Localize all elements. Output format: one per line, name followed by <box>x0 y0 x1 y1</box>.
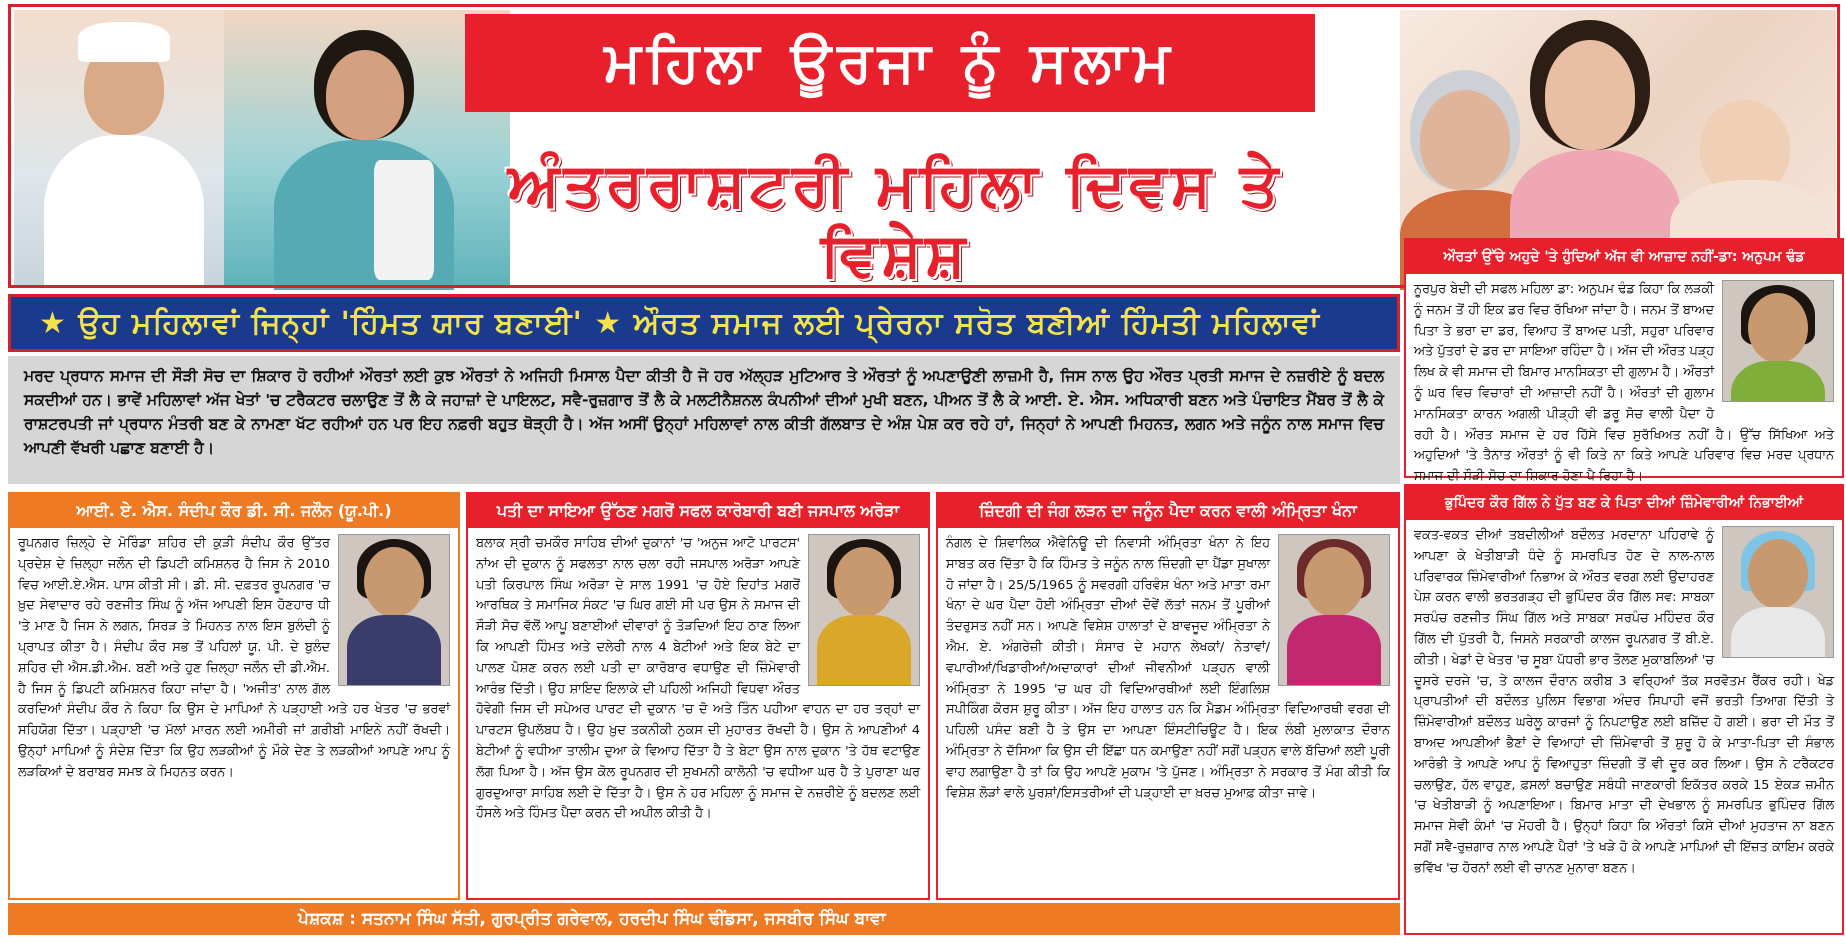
headline-text: ★ ਉਹ ਮਹਿਲਾਵਾਂ ਜਿਨ੍ਹਾਂ 'ਹਿੰਮਤ ਯਾਰ ਬਣਾਈ' ★ ਔਰਤ ਸਮਾਜ ਲਈ ਪ੍ਰੇਰਨਾ ਸਰੋਤ ਬਣੀਆਂ ਹਿੰਮਤੀ ਮਹਿਲਾਵਾਂ <box>39 305 1320 341</box>
intro-paragraph: ਮਰਦ ਪ੍ਰਧਾਨ ਸਮਾਜ ਦੀ ਸੌੜੀ ਸੋਚ ਦਾ ਸ਼ਿਕਾਰ ਹੋ ਰਹੀਆਂ ਔਰਤਾਂ ਲਈ ਕੁਝ ਔਰਤਾਂ ਨੇ ਅਜਿਹੀ ਮਿਸਾਲ ਪੈਦਾ ਕੀਤੀ ਹੈ ਜੋ ਹਰ ਅੱਲ੍ਹੜ ਮੁਟਿਆਰ ਤੇ ਔਰਤਾਂ ਨੂੰ ਅਪਣਾਉਣੀ ਲਾਜ਼ਮੀ ਹੈ, ਜਿਸ ਨਾਲ ਉਹ ਔਰਤ ਪ੍ਰਤੀ ਸਮਾਜ ਦੇ ਨਜ਼ਰੀਏ ਨੂੰ ਬਦਲ ਸਕਦੀਆਂ ਹਨ। ਭਾਵੇਂ ਮਹਿਲਾਵਾਂ ਅੱਜ ਖੇਤਾਂ 'ਚ ਟਰੈਕਟਰ ਚਲਾਉਣ ਤੋਂ ਲੈ ਕੇ ਜਹਾਜ਼ਾਂ ਦੇ ਪਾਇਲਟ, ਸਵੈ-ਰੁਜ਼ਗਾਰ ਤੋਂ ਲੈ ਕੇ ਮਲਟੀਨੈਸ਼ਨਲ ਕੰਪਨੀਆਂ ਦੀਆਂ ਮੁਖੀ ਬਣਨ, ਪੀਅਨ ਤੋਂ ਲੈ ਕੇ ਆਈ. ਏ. ਐਸ. ਅਧਿਕਾਰੀ ਬਣਨ ਅਤੇ ਪੰਚਾਇਤ ਮੈਂਬਰ ਤੋਂ ਲੈ ਕੇ ਰਾਸ਼ਟਰਪਤੀ ਜਾਂ ਪ੍ਰਧਾਨ ਮੰਤਰੀ ਬਣ ਕੇ ਨਾਮਣਾ ਖੱਟ ਰਹੀਆਂ ਹਨ ਪਰ ਇਹ ਨਫ਼ਰੀ ਬਹੁਤ ਥੋੜ੍ਹੀ ਹੈ। ਅੱਜ ਅਸੀਂ ਉਨ੍ਹਾਂ ਮਹਿਲਾਵਾਂ ਨਾਲ ਕੀਤੀ ਗੱਲਬਾਤ ਦੇ ਅੰਸ਼ ਪੇਸ਼ ਕਰ ਰਹੇ ਹਾਂ, ਜਿਨ੍ਹਾਂ ਨੇ ਆਪਣੀ ਮਿਹਨਤ, ਲਗਨ ਅਤੇ ਜਨੂੰਨ ਨਾਲ ਸਮਾਜ ਵਿਚ ਆਪਣੀ ਵੱਖਰੀ ਪਛਾਣ ਬਣਾਈ ਹੈ। <box>8 356 1400 484</box>
headline-bar <box>8 294 1400 352</box>
article-heading: ਭੁਪਿੰਦਰ ਕੌਰ ਗਿੱਲ ਨੇ ਪੁੱਤ ਬਣ ਕੇ ਪਿਤਾ ਦੀਆਂ ਜ਼ਿੰਮੇਵਾਰੀਆਂ ਨਿਭਾਈਆਂ <box>1406 486 1842 520</box>
article-sandeep-kaur <box>8 492 460 900</box>
article-body: ਨੰਗਲ ਦੇ ਸ਼ਿਵਾਲਿਕ ਐਵੇਨਿਊ ਦੀ ਨਿਵਾਸੀ ਅੰਮ੍ਰਿਤਾ ਖੰਨਾ ਨੇ ਇਹ ਸਾਬਤ ਕਰ ਦਿੱਤਾ ਹੈ ਕਿ ਹਿੰਮਤ ਤੇ ਜਨੂੰਨ ਨਾਲ ਜ਼ਿੰਦਗੀ ਦਾ ਪੈਂਡਾ ਸੁਖਾਲਾ ਹੋ ਜਾਂਦਾ ਹੈ। 25/5/1965 ਨੂੰ ਸਵਰਗੀ ਹਰਿਵੰਸ਼ ਖੰਨਾ ਅਤੇ ਮਾਤਾ ਰਮਾ ਖੰਨਾ ਦੇ ਘਰ ਪੈਦਾ ਹੋਈ ਅੰਮ੍ਰਿਤਾ ਦੀਆਂ ਦੋਵੇਂ ਲੱਤਾਂ ਜਨਮ ਤੋਂ ਪੂਰੀਆਂ ਤੰਦਰੁਸਤ ਨਹੀਂ ਸਨ। ਆਪਣੇ ਵਿਸ਼ੇਸ਼ ਹਾਲਾਤਾਂ ਦੇ ਬਾਵਜੂਦ ਅੰਮ੍ਰਿਤਾ ਨੇ ਐਮ. ਏ. ਅੰਗਰੇਜ਼ੀ ਕੀਤੀ। ਸੰਸਾਰ ਦੇ ਮਹਾਨ ਲੇਖਕਾਂ/ ਨੇਤਾਵਾਂ/ ਵਪਾਰੀਆਂ/ਖਿਡਾਰੀਆਂ/ਅਦਾਕਾਰਾਂ ਦੀਆਂ ਜੀਵਨੀਆਂ ਪੜ੍ਹਨ ਵਾਲੀ ਅੰਮ੍ਰਿਤਾ ਨੇ 1995 'ਚ ਘਰ ਹੀ ਵਿਦਿਆਰਥੀਆਂ ਲਈ ਇੰਗਲਿਸ਼ ਸਪੀਕਿੰਗ ਕੋਰਸ ਸ਼ੁਰੂ ਕੀਤਾ। ਅੱਜ ਇਹ ਹਾਲਾਤ ਹਨ ਕਿ ਮੈਡਮ ਅੰਮ੍ਰਿਤਾ ਵਿਦਿਆਰਥੀ ਵਰਗ ਦੀ ਪਹਿਲੀ ਪਸੰਦ ਬਣੀ ਹੈ ਤੇ ਉਸ ਦਾ ਆਪਣਾ ਇੰਸਟੀਚਿਊਟ ਹੈ। ਇਕ ਲੰਬੀ ਮੁਲਾਕਾਤ ਦੌਰਾਨ ਅੰਮ੍ਰਿਤਾ ਨੇ ਦੱਸਿਆ ਕਿ ਉਸ ਦੀ ਇੱਛਾ ਧਨ ਕਮਾਉਣਾ ਨਹੀਂ ਸਗੋਂ ਪੜ੍ਹਨ ਵਾਲੇ ਬੱਚਿਆਂ ਲਈ ਪੂਰੀ ਵਾਹ ਲਗਾਉਣਾ ਹੈ ਤਾਂ ਕਿ ਉਹ ਆਪਣੇ ਮੁਕਾਮ 'ਤੇ ਪੁੱਜਣ। ਅੰਮ੍ਰਿਤਾ ਨੇ ਸਰਕਾਰ ਤੋਂ ਮੰਗ ਕੀਤੀ ਕਿ ਵਿਸ਼ੇਸ਼ ਲੋੜਾਂ ਵਾਲੇ ਪੁਰਸ਼ਾਂ/ਇਸਤਰੀਆਂ ਦੀ ਪੜ੍ਹਾਈ ਦਾ ਖ਼ਰਚ ਮੁਆਫ਼ ਕੀਤਾ ਜਾਵੇ। <box>946 536 1390 801</box>
banner-title: ਮਹਿਲਾ ਊਰਜਾ ਨੂੰ ਸਲਾਮ <box>604 30 1176 95</box>
article-heading: ਜ਼ਿੰਦਗੀ ਦੀ ਜੰਗ ਲੜਨ ਦਾ ਜਨੂੰਨ ਪੈਦਾ ਕਰਨ ਵਾਲੀ ਅੰਮ੍ਰਿਤਾ ਖੰਨਾ <box>938 494 1398 528</box>
article-anupam-dhand <box>1404 238 1844 485</box>
article-bhupinder-gill <box>1404 484 1844 935</box>
article-amrita-khanna <box>936 492 1400 900</box>
article-body: ਵਕਤ-ਵਕਤ ਦੀਆਂ ਤਬਦੀਲੀਆਂ ਬਦੌਲਤ ਮਰਦਾਨਾ ਪਹਿਰਾਵੇ ਨੂੰ ਆਪਣਾ ਕੇ ਖੇਤੀਬਾੜੀ ਧੰਦੇ ਨੂੰ ਸਮਰਪਿਤ ਹੋਣ ਦੇ ਨਾਲ-ਨਾਲ ਪਰਿਵਾਰਕ ਜ਼ਿੰਮੇਵਾਰੀਆਂ ਨਿਭਾਅ ਕੇ ਔਰਤ ਵਰਗ ਲਈ ਉਦਾਹਰਣ ਪੇਸ਼ ਕਰਨ ਵਾਲੀ ਭਰਤਗੜ੍ਹ ਦੀ ਭੁਪਿੰਦਰ ਕੌਰ ਗਿੱਲ ਸਵ: ਸਾਬਕਾ ਸਰਪੰਚ ਰਣਜੀਤ ਸਿੰਘ ਗਿੱਲ ਅਤੇ ਸਾਬਕਾ ਸਰਪੰਚ ਮਹਿੰਦਰ ਕੌਰ ਗਿੱਲ ਦੀ ਪੁੱਤਰੀ ਹੈ, ਜਿਸਨੇ ਸਰਕਾਰੀ ਕਾਲਜ ਰੂਪਨਗਰ ਤੋਂ ਬੀ.ਏ. ਕੀਤੀ। ਖੇਡਾਂ ਦੇ ਖੇਤਰ 'ਚ ਸੂਬਾ ਪੱਧਰੀ ਭਾਰ ਤੋਲਣ ਮੁਕਾਬਲਿਆਂ 'ਚ ਦੂਸਰੇ ਦਰਜੇ 'ਚ, ਤੇ ਕਾਲਜ ਦੌਰਾਨ ਕਰੀਬ 3 ਵਰ੍ਹਿਆਂ ਤੱਕ ਸਰਵੋਤਮ ਰੈਂਕਰ ਰਹੀ। ਖੇਡ ਪ੍ਰਾਪਤੀਆਂ ਦੀ ਬਦੌਲਤ ਪੁਲਿਸ ਵਿਭਾਗ ਅੰਦਰ ਸਿਪਾਹੀ ਵਜੋਂ ਭਰਤੀ ਤਿਆਗ ਦਿੱਤੀ ਤੇ ਜ਼ਿੰਮੇਵਾਰੀਆਂ ਬਦੌਲਤ ਘਰੇਲੂ ਕਾਰਜਾਂ ਨੂੰ ਨਿਪਟਾਉਣ ਲਈ ਬਜ਼ਿੱਦ ਹੋ ਗਈ। ਭਰਾ ਦੀ ਮੌਤ ਤੋਂ ਬਾਅਦ ਆਪਣੀਆਂ ਭੈਣਾਂ ਦੇ ਵਿਆਹਾਂ ਦੀ ਜ਼ਿੰਮੇਵਾਰੀ ਤੋਂ ਸ਼ੁਰੂ ਹੋ ਕੇ ਮਾਤਾ-ਪਿਤਾ ਦੀ ਸੰਭਾਲ ਆਰੰਭੀ ਤੇ ਆਪਣੇ ਆਪ ਨੂੰ ਵਿਆਹੁਤਾ ਜ਼ਿੰਦਗੀ ਤੋਂ ਵੀ ਦੂਰ ਕਰ ਲਿਆ। ਉਸ ਨੇ ਟਰੈਕਟਰ ਚਲਾਉਣ, ਹੱਲ ਵਾਹੁਣ, ਫ਼ਸਲਾਂ ਬਚਾਉਣ ਸਬੰਧੀ ਜਾਣਕਾਰੀ ਇਕੱਤਰ ਕਰਕੇ 15 ਏਕੜ ਜ਼ਮੀਨ 'ਚ ਖੇਤੀਬਾੜੀ ਨੂੰ ਅਪਣਾਇਆ। ਬਿਮਾਰ ਮਾਤਾ ਦੀ ਦੇਖਭਾਲ ਨੂੰ ਸਮਰਪਿਤ ਭੁਪਿੰਦਰ ਗਿੱਲ ਸਮਾਜ ਸੇਵੀ ਕੰਮਾਂ 'ਚ ਮੋਹਰੀ ਹੈ। ਉਨ੍ਹਾਂ ਕਿਹਾ ਕਿ ਔਰਤਾਂ ਕਿਸੇ ਦੀਆਂ ਮੁਹਤਾਜ ਨਾ ਬਣਨ ਸਗੋਂ ਸਵੈ-ਰੁਜ਼ਗਾਰ ਨਾਲ ਆਪਣੇ ਪੈਰਾਂ 'ਤੇ ਖੜੇ ਹੋ ਕੇ ਆਪਣੇ ਮਾਪਿਆਂ ਦੀ ਇੱਜ਼ਤ ਕਾਇਮ ਕਰਕੇ ਭਵਿੱਖ 'ਚ ਹੋਰਨਾਂ ਲਈ ਵੀ ਚਾਨਣ ਮੁਨਾਰਾ ਬਣਨ। <box>1414 528 1834 876</box>
article-body-wrap <box>1406 520 1842 945</box>
portrait-photo <box>1722 526 1834 658</box>
article-body: ਬਲਾਕ ਸ੍ਰੀ ਚਮਕੌਰ ਸਾਹਿਬ ਦੀਆਂ ਦੁਕਾਨਾਂ 'ਚ 'ਅਨੁਜ ਆਟੋ ਪਾਰਟਸ' ਨਾਂਅ ਦੀ ਦੁਕਾਨ ਨੂੰ ਸਫਲਤਾ ਨਾਲ ਚਲਾ ਰਹੀ ਜਸਪਾਲ ਅਰੋੜਾ ਆਪਣੇ ਪਤੀ ਕਿਰਪਾਲ ਸਿੰਘ ਅਰੋੜਾ ਦੇ ਸਾਲ 1991 'ਚ ਹੋਏ ਦਿਹਾਂਤ ਮਗਰੋਂ ਆਰਥਿਕ ਤੇ ਸਮਾਜਿਕ ਸੰਕਟ 'ਚ ਘਿਰ ਗਈ ਸੀ ਪਰ ਉਸ ਨੇ ਸਮਾਜ ਦੀ ਸੌੜੀ ਸੋਚ ਵੱਲੋਂ ਆਪੂ ਬਣਾਈਆਂ ਦੀਵਾਰਾਂ ਨੂੰ ਤੋੜਦਿਆਂ ਇਹ ਠਾਣ ਲਿਆ ਕਿ ਆਪਣੀ ਹਿੰਮਤ ਅਤੇ ਦਲੇਰੀ ਨਾਲ 4 ਬੇਟੀਆਂ ਅਤੇ ਇਕ ਬੇਟੇ ਦਾ ਪਾਲਣ ਪੋਸ਼ਣ ਕਰਨ ਲਈ ਪਤੀ ਦਾ ਕਾਰੋਬਾਰ ਵਧਾਉਣ ਦੀ ਜ਼ਿੰਮੇਵਾਰੀ ਆਰੰਭ ਦਿੱਤੀ। ਉਹ ਸ਼ਾਇਦ ਇਲਾਕੇ ਦੀ ਪਹਿਲੀ ਅਜਿਹੀ ਵਿਧਵਾ ਔਰਤ ਹੋਵੇਗੀ ਜਿਸ ਦੀ ਸਪੇਅਰ ਪਾਰਟ ਦੀ ਦੁਕਾਨ 'ਚ ਦੋ ਅਤੇ ਤਿੰਨ ਪਹੀਆ ਵਾਹਨ ਦਾ ਹਰ ਤਰ੍ਹਾਂ ਦਾ ਪਾਰਟਸ ਉਪਲੱਬਧ ਹੈ। ਉਹ ਖ਼ੁਦ ਤਕਨੀਕੀ ਨੁਕਸ ਦੀ ਮੁਹਾਰਤ ਰੱਖਦੀ ਹੈ। ਉਸ ਨੇ ਆਪਣੀਆਂ 4 ਬੇਟੀਆਂ ਨੂੰ ਵਧੀਆ ਤਾਲੀਮ ਦੁਆ ਕੇ ਵਿਆਹ ਦਿੱਤਾ ਹੈ ਤੇ ਬੇਟਾ ਉਸ ਨਾਲ ਦੁਕਾਨ 'ਤੇ ਹੱਥ ਵਟਾਉਣ ਲੱਗ ਪਿਆ ਹੈ। ਅੱਜ ਉਸ ਕੋਲ ਰੂਪਨਗਰ ਦੀ ਸੁਖਮਨੀ ਕਾਲੋਨੀ 'ਚ ਵਧੀਆ ਘਰ ਹੈ ਤੇ ਪੁਰਾਣਾ ਘਰ ਗੁਰਦੁਆਰਾ ਸਾਹਿਬ ਲਈ ਦੇ ਦਿੱਤਾ ਹੈ। ਉਸ ਨੇ ਹਰ ਮਹਿਲਾ ਨੂੰ ਸਮਾਜ ਦੇ ਨਜ਼ਰੀਏ ਨੂੰ ਬਦਲਣ ਲਈ ਹੌਸਲੇ ਅਤੇ ਹਿੰਮਤ ਪੈਦਾ ਕਰਨ ਦੀ ਅਪੀਲ ਕੀਤੀ ਹੈ। <box>476 536 920 822</box>
article-jaspal-arora <box>466 492 930 900</box>
article-heading: ਆਈ. ਏ. ਐਸ. ਸੰਦੀਪ ਕੌਰ ਡੀ. ਸੀ. ਜਲੌਨ (ਯੂ.ਪੀ.) <box>10 494 458 528</box>
portrait-photo <box>1722 280 1834 402</box>
article-body-wrap <box>938 528 1398 910</box>
portrait-photo <box>1278 534 1390 686</box>
article-heading: ਔਰਤਾਂ ਉੱਚੇ ਅਹੁਦੇ 'ਤੇ ਹੁੰਦਿਆਂ ਅੱਜ ਵੀ ਆਜ਼ਾਦ ਨਹੀਂ-ਡਾ: ਅਨੁਪਮ ਢੰਡ <box>1406 240 1842 274</box>
portrait-photo <box>338 534 450 686</box>
article-body-wrap <box>10 528 458 910</box>
article-body: ਨੂਰਪੁਰ ਬੇਦੀ ਦੀ ਸਫਲ ਮਹਿਲਾ ਡਾ: ਅਨੁਪਮ ਢੰਡ ਕਿਹਾ ਕਿ ਲੜਕੀ ਨੂੰ ਜਨਮ ਤੋਂ ਹੀ ਇਕ ਡਰ ਵਿਚ ਰੱਖਿਆ ਜਾਂਦਾ ਹੈ। ਜਨਮ ਤੋਂ ਬਾਅਦ ਪਿਤਾ ਤੇ ਭਰਾ ਦਾ ਡਰ, ਵਿਆਹ ਤੋਂ ਬਾਅਦ ਪਤੀ, ਸਹੁਰਾ ਪਰਿਵਾਰ ਅਤੇ ਪੁੱਤਰਾਂ ਦੇ ਡਰ ਦਾ ਸਾਇਆ ਰਹਿੰਦਾ ਹੈ। ਅੱਜ ਦੀ ਔਰਤ ਪੜ੍ਹ ਲਿਖ ਕੇ ਵੀ ਸਮਾਜ ਦੀ ਬਿਮਾਰ ਮਾਨਸਿਕਤਾ ਦੀ ਗੁਲਾਮ ਹੈ। ਔਰਤਾਂ ਨੂੰ ਘਰ ਵਿਚ ਵਿਚਾਰਾਂ ਦੀ ਆਜ਼ਾਦੀ ਨਹੀਂ ਹੈ। ਔਰਤਾਂ ਦੀ ਗੁਲਾਮ ਮਾਨਸਿਕਤਾ ਕਾਰਨ ਅਗਲੀ ਪੀੜ੍ਹੀ ਵੀ ਡਰੂ ਸੋਚ ਵਾਲੀ ਪੈਦਾ ਹੋ ਰਹੀ ਹੈ। ਔਰਤ ਸਮਾਜ ਦੇ ਹਰ ਹਿੱਸੇ ਵਿਚ ਸੁਰੱਖਿਅਤ ਨਹੀਂ ਹੈ। ਉੱਚ ਸਿੱਖਿਆ ਅਤੇ ਅਹੁਦਿਆਂ 'ਤੇ ਤੈਨਾਤ ਔਰਤਾਂ ਨੂੰ ਵੀ ਕਿਤੇ ਨਾ ਕਿਤੇ ਆਪਣੇ ਪਰਿਵਾਰ ਵਿਚ ਮਰਦ ਪ੍ਰਧਾਨ ਸਮਾਜ ਦੀ ਸੌੜੀ ਸੋਚ ਦਾ ਸ਼ਿਕਾਰ ਹੋਣਾ ਪੈ ਰਿਹਾ ਹੈ। <box>1414 282 1834 485</box>
article-body-wrap <box>468 528 928 910</box>
article-body: ਰੂਪਨਗਰ ਜ਼ਿਲ੍ਹੇ ਦੇ ਮੋਰਿੰਡਾ ਸ਼ਹਿਰ ਦੀ ਕੁੜੀ ਸੰਦੀਪ ਕੌਰ ਉੱਤਰ ਪ੍ਰਦੇਸ਼ ਦੇ ਜ਼ਿਲ੍ਹਾ ਜਲੌਨ ਦੀ ਡਿਪਟੀ ਕਮਿਸ਼ਨਰ ਹੈ ਜਿਸ ਨੇ 2010 ਵਿਚ ਆਈ.ਏ.ਐਸ. ਪਾਸ ਕੀਤੀ ਸੀ। ਡੀ. ਸੀ. ਦਫ਼ਤਰ ਰੂਪਨਗਰ 'ਚ ਖ਼ੁਦ ਸੇਵਾਦਾਰ ਰਹੇ ਰਣਜੀਤ ਸਿੰਘ ਨੂੰ ਅੱਜ ਆਪਣੀ ਇਸ ਹੋਣਹਾਰ ਧੀ 'ਤੇ ਮਾਣ ਹੈ ਜਿਸ ਨੇ ਲਗਨ, ਸਿਰੜ ਤੇ ਮਿਹਨਤ ਨਾਲ ਇਸ ਬੁਲੰਦੀ ਨੂੰ ਪ੍ਰਾਪਤ ਕੀਤਾ ਹੈ। ਸੰਦੀਪ ਕੌਰ ਸਭ ਤੋਂ ਪਹਿਲਾਂ ਯੂ. ਪੀ. ਦੇ ਬੁਲੰਦ ਸ਼ਹਿਰ ਦੀ ਐਸ.ਡੀ.ਐਮ. ਬਣੀ ਅਤੇ ਹੁਣ ਜ਼ਿਲ੍ਹਾ ਜਲੌਨ ਦੀ ਡੀ.ਐਮ. ਹੈ ਜਿਸ ਨੂੰ ਡਿਪਟੀ ਕਮਿਸ਼ਨਰ ਕਿਹਾ ਜਾਂਦਾ ਹੈ। 'ਅਜੀਤ' ਨਾਲ ਗੱਲ ਕਰਦਿਆਂ ਸੰਦੀਪ ਕੌਰ ਨੇ ਕਿਹਾ ਕਿ ਉਸ ਦੇ ਮਾਪਿਆਂ ਨੇ ਪੜ੍ਹਾਈ ਅਤੇ ਹਰ ਖੇਤਰ 'ਚ ਭਰਵਾਂ ਸਹਿਯੋਗ ਦਿੱਤਾ। ਪੜ੍ਹਾਈ 'ਚ ਮੱਲਾਂ ਮਾਰਨ ਲਈ ਅਮੀਰੀ ਜਾਂ ਗ਼ਰੀਬੀ ਮਾਇਨੇ ਨਹੀਂ ਰੱਖਦੀ। ਉਨ੍ਹਾਂ ਮਾਪਿਆਂ ਨੂੰ ਸੰਦੇਸ਼ ਦਿੱਤਾ ਕਿ ਉਹ ਲੜਕੀਆਂ ਨੂੰ ਮੌਕੇ ਦੇਣ ਤੇ ਲੜਕੀਆਂ ਆਪਣੇ ਆਪ ਨੂੰ ਲੜਕਿਆਂ ਦੇ ਬਰਾਬਰ ਸਮਝ ਕੇ ਮਿਹਨਤ ਕਰਨ। <box>18 536 450 780</box>
article-heading: ਪਤੀ ਦਾ ਸਾਇਆ ਉੱਠਣ ਮਗਰੋਂ ਸਫਲ ਕਾਰੋਬਾਰੀ ਬਣੀ ਜਸਪਾਲ ਅਰੋੜਾ <box>468 494 928 528</box>
banner-subtitle: ਅੰਤਰਰਾਸ਼ਟਰੀ ਮਹਿਲਾ ਦਿਵਸ ਤੇ ਵਿਸ਼ੇਸ਼ <box>507 150 1283 290</box>
portrait-photo <box>808 534 920 686</box>
footer-credits: ਪੇਸ਼ਕਸ਼ : ਸਤਨਾਮ ਸਿੰਘ ਸੱਤੀ, ਗੁਰਪ੍ਰੀਤ ਗਰੇਵਾਲ, ਹਰਦੀਪ ਸਿੰਘ ਢੀਂਡਸਾ, ਜਸਬੀਰ ਸਿੰਘ ਬਾਵਾ <box>8 903 1400 935</box>
article-body-wrap <box>1406 274 1842 488</box>
